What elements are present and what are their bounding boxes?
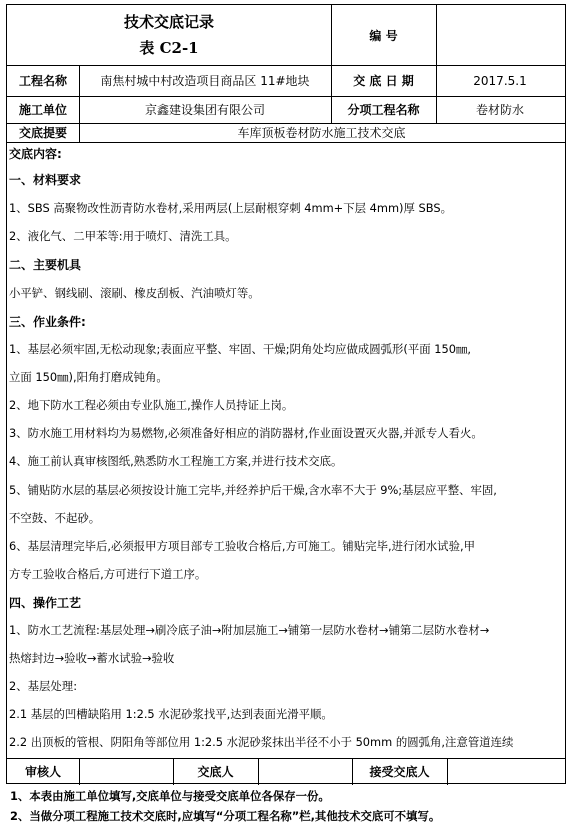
content-line: 2、液化气、二甲苯等:用于喷灯、清洗工具。 (9, 229, 237, 243)
reviewer-field[interactable] (79, 758, 173, 785)
footer-note: 1、本表由施工单位填写,交底单位与接受交底单位各保存一份。 (10, 789, 330, 803)
section-heading: 四、操作工艺 (9, 596, 82, 610)
content-line: 1、SBS 高聚物改性沥青防水卷材,采用两层(上层耐根穿刺 4mm+下层 4mm)厚 SBS。 (9, 201, 452, 215)
discloser-label: 交底人 (197, 765, 234, 779)
content-line: 方专工验收合格后,方可进行下道工序。 (9, 567, 207, 581)
number-label: 编 号 (369, 28, 398, 43)
subitem-name-value[interactable]: 卷材防水 (475, 103, 524, 117)
content-line: 不空鼓、不起砂。 (9, 511, 101, 525)
discloser-field[interactable] (258, 758, 352, 785)
section-heading: 二、主要机具 (9, 258, 82, 272)
content-line: 4、施工前认真审核图纸,熟悉防水工程施工方案,并进行技术交底。 (9, 454, 343, 468)
construction-unit-label: 施工单位 (18, 103, 67, 117)
section-heading: 一、材料要求 (9, 173, 82, 187)
subitem-name-label: 分项工程名称 (347, 103, 420, 117)
summary-value[interactable]: 车库顶板卷材防水施工技术交底 (237, 126, 406, 140)
summary-label: 交底提要 (18, 126, 67, 140)
content-line: 热熔封边→验收→蓄水试验→验收 (9, 651, 175, 665)
disclosure-date-label: 交 底 日 期 (353, 74, 414, 88)
disclosure-form (6, 4, 566, 784)
project-name-label: 工程名称 (18, 74, 67, 88)
content-line: 3、防水施工用材料均为易燃物,必须准备好相应的消防器材,作业面设置灭火器,并派专人看火。 (9, 426, 483, 440)
form-number: 表 C2-1 (139, 38, 199, 57)
content-line: 立面 150㎜),阳角打磨成钝角。 (9, 370, 168, 384)
content-line: 2、地下防水工程必须由专业队施工,操作人员持证上岗。 (9, 398, 294, 412)
content-heading: 交底内容: (9, 147, 62, 161)
content-line: 1、防水工艺流程:基层处理→刷冷底子油→附加层施工→铺第一层防水卷材→铺第二层防水卷材→ (9, 623, 490, 637)
section-heading: 三、作业条件: (9, 315, 86, 329)
content-line: 6、基层清理完毕后,必须报甲方项目部专工验收合格后,方可施工。铺贴完毕,进行闭水试验,甲 (9, 539, 475, 553)
content-line: 2.2 出顶板的管根、阴阳角等部位用 1:2.5 水泥砂浆抹出半径不小于 50mm 的圆弧角,注意管道连续 (9, 735, 514, 749)
content-line: 1、基层必须牢固,无松动现象;表面应平整、牢固、干燥;阴角处均应做成圆弧形(平面 150㎜, (9, 342, 472, 356)
content-line: 2、基层处理: (9, 679, 78, 693)
project-name-value[interactable]: 南焦村城中村改造项目商品区 11#地块 (100, 74, 310, 88)
receiver-field[interactable] (447, 758, 564, 785)
receiver-label: 接受交底人 (369, 765, 430, 779)
reviewer-label: 审核人 (24, 765, 61, 779)
content-line: 小平铲、钢线刷、滚刷、橡皮刮板、汽油喷灯等。 (9, 286, 260, 300)
construction-unit-value[interactable]: 京鑫建设集团有限公司 (144, 103, 265, 117)
row-divider (7, 142, 565, 143)
form-title: 技术交底记录 (123, 12, 214, 31)
disclosure-date-value[interactable]: 2017.5.1 (473, 73, 527, 88)
content-line: 2.1 基层的凹槽缺陷用 1:2.5 水泥砂浆找平,达到表面光滑平顺。 (9, 707, 333, 721)
content-line: 5、铺贴防水层的基层必须按设计施工完毕,并经养护后干燥,含水率不大于 9%;基层应平整、牢固, (9, 483, 497, 497)
number-value[interactable] (436, 5, 564, 65)
footer-note: 2、当做分项工程施工技术交底时,应填写“分项工程名称”栏,其他技术交底可不填写。 (10, 809, 441, 823)
